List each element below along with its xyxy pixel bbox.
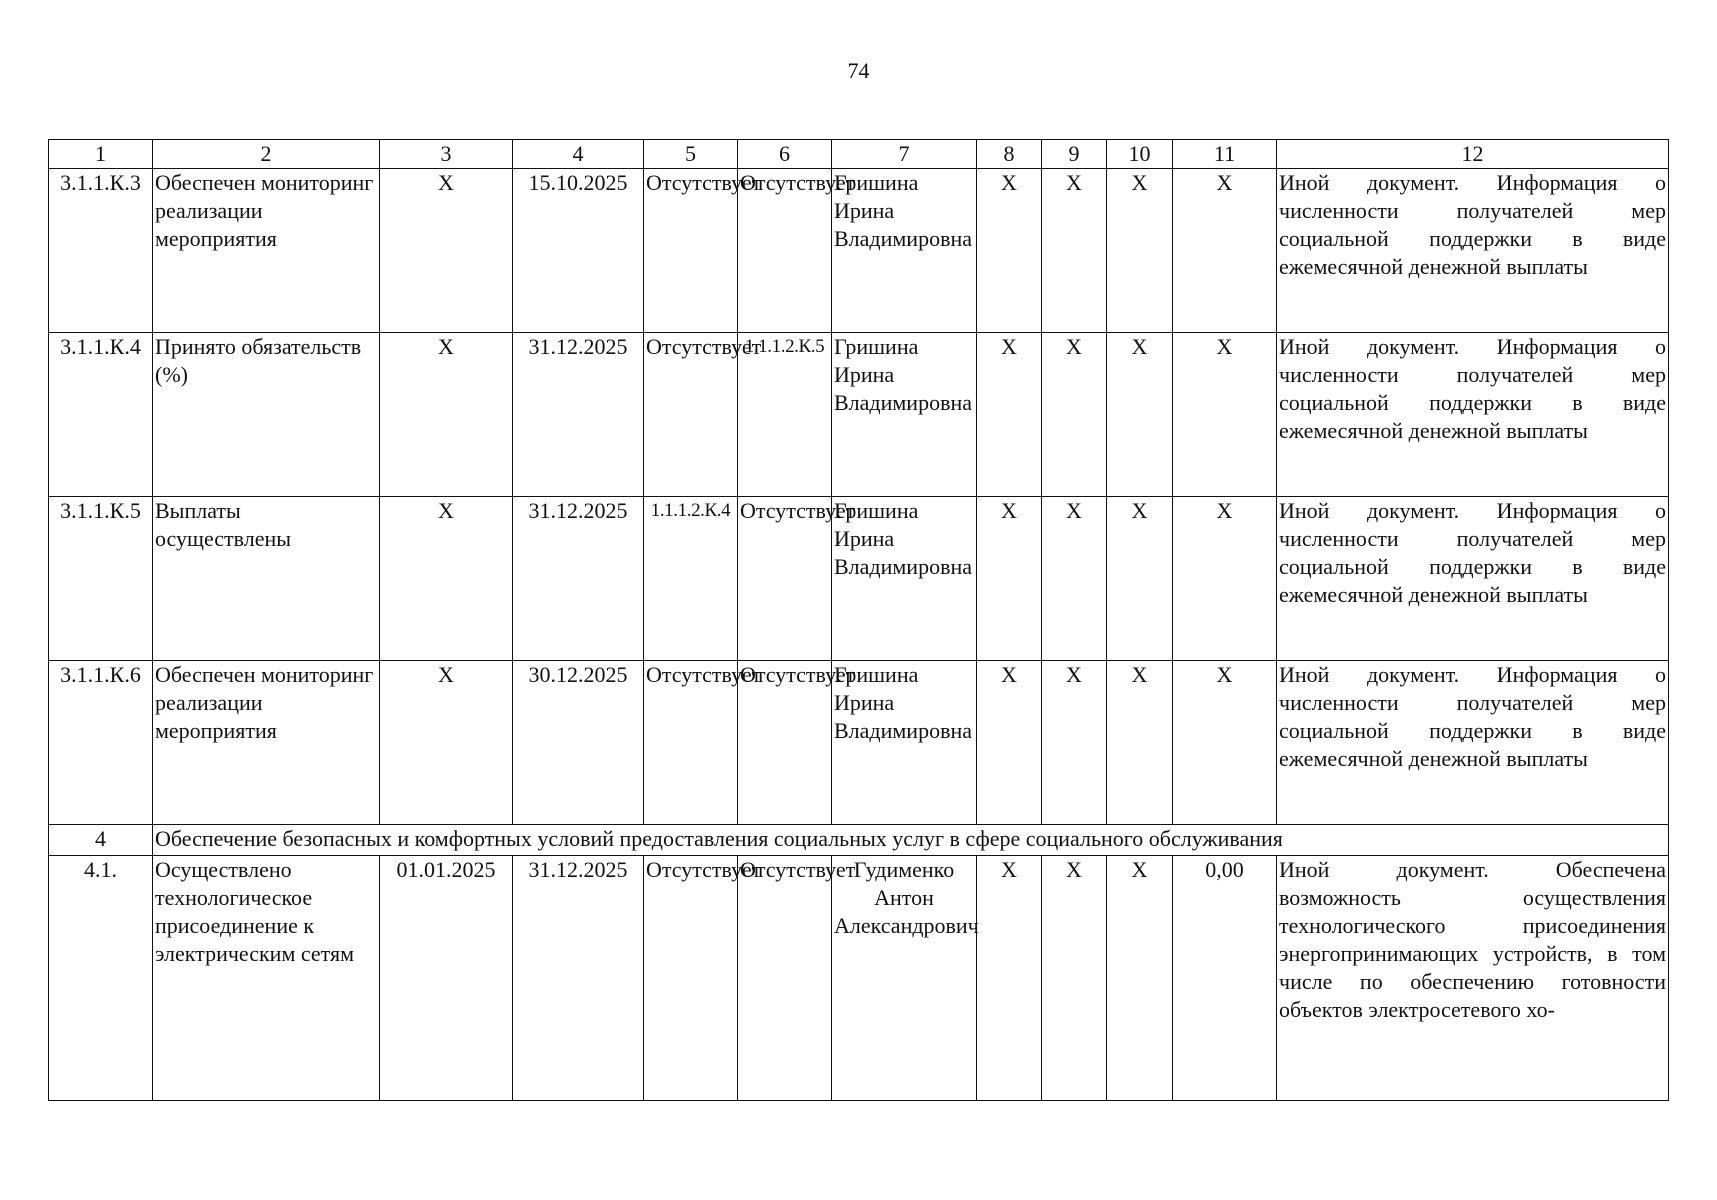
cell-5: Отсутствует [644,856,738,1101]
page-number: 74 [847,58,870,83]
row-code: 3.1.1.К.5 [49,497,153,661]
header-cell: 7 [832,140,977,169]
header-cell: 6 [738,140,832,169]
row-code: 3.1.1.К.4 [49,333,153,497]
section-title: Обеспечение безопасных и комфортных условий предоставления социальных услуг в сфере социального обслуживания [153,825,1669,856]
table-row [49,497,1669,661]
row-name: Обеспечен мониторинг реализации мероприятия [153,169,380,333]
section-number: 4 [49,825,153,856]
row-name: Обеспечен мониторинг реализации мероприятия [153,661,380,825]
header-cell: 12 [1277,140,1669,169]
responsible-person: Гришина Ирина Владимировна [832,661,977,825]
cell-6: 1.1.1.2.К.5 [738,333,832,497]
header-cell: 2 [153,140,380,169]
cell-8: X [977,661,1042,825]
header-cell: 5 [644,140,738,169]
responsible-person: Гришина Ирина Владимировна [832,333,977,497]
cell-9: X [1042,661,1107,825]
row-code: 3.1.1.К.3 [49,169,153,333]
cell-3: X [380,497,513,661]
table-row [49,856,1669,1101]
table-row [49,333,1669,497]
row-code: 4.1. [49,856,153,1101]
row-name: Принято обязательств (%) [153,333,380,497]
cell-3: X [380,333,513,497]
responsible-person: Гришина Ирина Владимировна [832,497,977,661]
cell-11: X [1173,661,1277,825]
header-cell: 11 [1173,140,1277,169]
document-description: Иной документ. Обеспечена возможность осуществления технологического присоединения энергопринимающих устройств, в том числе по обеспечению готовности объектов электросетевого хо- [1277,856,1669,1101]
cell-8: X [977,856,1042,1101]
header-cell: 9 [1042,140,1107,169]
cell-11: 0,00 [1173,856,1277,1101]
cell-11: X [1173,497,1277,661]
header-cell: 1 [49,140,153,169]
cell-9: X [1042,856,1107,1101]
document-description: Иной документ. Информация о численности получателей мер социальной поддержки в виде ежемесячной денежной выплаты [1277,169,1669,333]
cell-11: X [1173,169,1277,333]
cell-4: 30.12.2025 [513,661,644,825]
cell-10: X [1107,856,1173,1101]
cell-3: X [380,661,513,825]
header-cell: 4 [513,140,644,169]
cell-4: 31.12.2025 [513,856,644,1101]
cell-3: X [380,169,513,333]
cell-10: X [1107,661,1173,825]
cell-4: 31.12.2025 [513,333,644,497]
cell-6: Отсутствует [738,661,832,825]
cell-8: X [977,169,1042,333]
row-code: 3.1.1.К.6 [49,661,153,825]
cell-5: Отсутствует [644,169,738,333]
table-row [49,169,1669,333]
activity-table [48,139,1669,1101]
cell-5: Отсутствует [644,661,738,825]
cell-10: X [1107,497,1173,661]
row-name: Осуществлено технологическое присоединение к электрическим сетям [153,856,380,1101]
cell-3: 01.01.2025 [380,856,513,1101]
responsible-person: Гришина Ирина Владимировна [832,169,977,333]
responsible-person: Гудименко Антон Александрович [832,856,977,1101]
header-cell: 10 [1107,140,1173,169]
cell-8: X [977,333,1042,497]
cell-6: Отсутствует [738,169,832,333]
cell-5: 1.1.1.2.К.4 [644,497,738,661]
document-description: Иной документ. Информация о численности получателей мер социальной поддержки в виде ежемесячной денежной выплаты [1277,661,1669,825]
cell-4: 15.10.2025 [513,169,644,333]
cell-4: 31.12.2025 [513,497,644,661]
cell-6: Отсутствует [738,856,832,1101]
document-description: Иной документ. Информация о численности получателей мер социальной поддержки в виде ежемесячной денежной выплаты [1277,333,1669,497]
cell-6: Отсутствует [738,497,832,661]
document-description: Иной документ. Информация о численности получателей мер социальной поддержки в виде ежемесячной денежной выплаты [1277,497,1669,661]
header-cell: 8 [977,140,1042,169]
cell-9: X [1042,497,1107,661]
header-row [49,140,1669,169]
section-row [49,825,1669,856]
cell-9: X [1042,333,1107,497]
table-row [49,661,1669,825]
cell-5: Отсутствует [644,333,738,497]
cell-9: X [1042,169,1107,333]
header-cell: 3 [380,140,513,169]
row-name: Выплаты осуществлены [153,497,380,661]
cell-11: X [1173,333,1277,497]
cell-8: X [977,497,1042,661]
cell-10: X [1107,169,1173,333]
cell-10: X [1107,333,1173,497]
